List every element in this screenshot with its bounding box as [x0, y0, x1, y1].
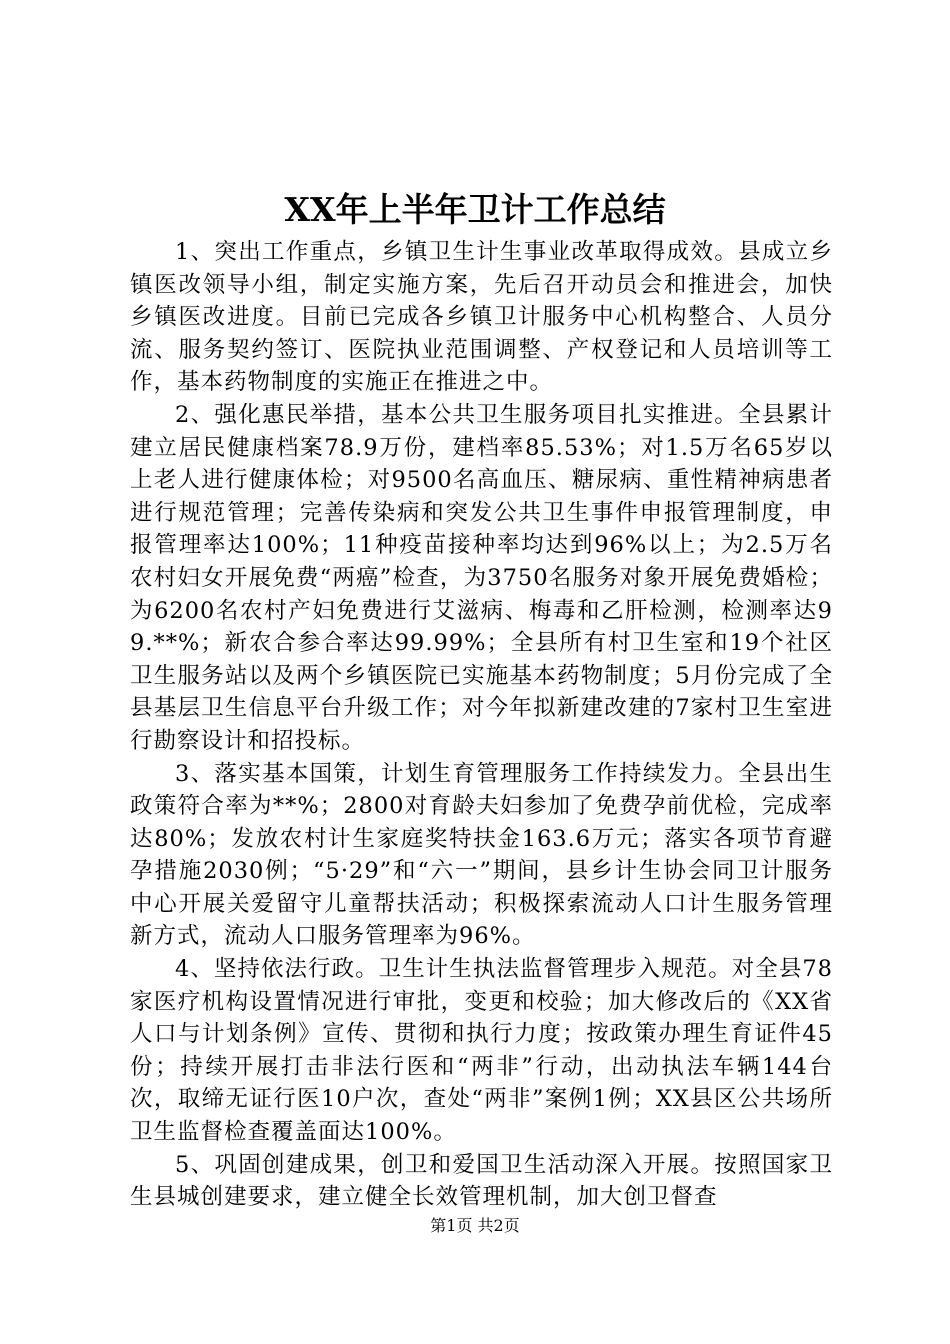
- paragraph-1: 1、突出工作重点，乡镇卫生计生事业改革取得成效。县成立乡镇医改领导小组，制定实施方案，先后召开动员会和推进会，加快乡镇医改进度。目前已完成各乡镇卫计服务中心机构整合、人员分流、服务契约签订、医院执业范围调整、产权登记和人员培训等工作，基本药物制度的实施正在推进之中。: [130, 239, 833, 396]
- document-title: XX年上半年卫计工作总结: [284, 190, 666, 229]
- paragraph-4: 4、坚持依法行政。卫生计生执法监督管理步入规范。对全县78家医疗机构设置情况进行审批，变更和校验；加大修改后的《XX省人口与计划条例》宣传、贯彻和执行力度；按政策办理生育证件45份；持续开展打击非法行医和“两非”行动，出动执法车辆144台次，取缔无证行医10户次，查处“两非”案例1例；XX县区公共场所卫生监督检查覆盖面达100%。: [130, 956, 833, 1146]
- document-body: [130, 236, 833, 1214]
- paragraph-2: 2、强化惠民举措，基本公共卫生服务项目扎实推进。全县累计建立居民健康档案78.9万份，建档率85.53%；对1.5万名65岁以上老人进行健康体检；对9500名高血压、糖尿病、重性精神病患者进行规范管理；完善传染病和突发公共卫生事件申报管理制度，申报管理率达100%；11种疫苗接种率均达到96%以上；为2.5万名农村妇女开展免费“两癌”检查，为3750名服务对象开展免费婚检；为6200名农村产妇免费进行艾滋病、梅毒和乙肝检测，检测率达99.**%；新农合参合率达99.99%；全县所有村卫生室和19个社区卫生服务站以及两个乡镇医院已实施基本药物制度；5月份完成了全县基层卫生信息平台升级工作；对今年拟新建改建的7家村卫生室进行勘察设计和招投标。: [130, 401, 833, 754]
- page-number-footer: 第1页 共2页: [430, 1216, 520, 1235]
- paragraph-3: 3、落实基本国策，计划生育管理服务工作持续发力。全县出生政策符合率为**%；2800对育龄夫妇参加了免费孕前优检，完成率达80%；发放农村计生家庭奖特扶金163.6万元；落实各项节育避孕措施2030例；“5·29”和“六一”期间，县乡计生协会同卫计服务中心开展关爱留守儿童帮扶活动；积极探索流动人口计生服务管理新方式，流动人口服务管理率为96%。: [130, 760, 833, 950]
- paragraph-5: 5、巩固创建成果，创卫和爱国卫生活动深入开展。按照国家卫生县城创建要求，建立健全长效管理机制，加大创卫督查: [130, 1151, 833, 1211]
